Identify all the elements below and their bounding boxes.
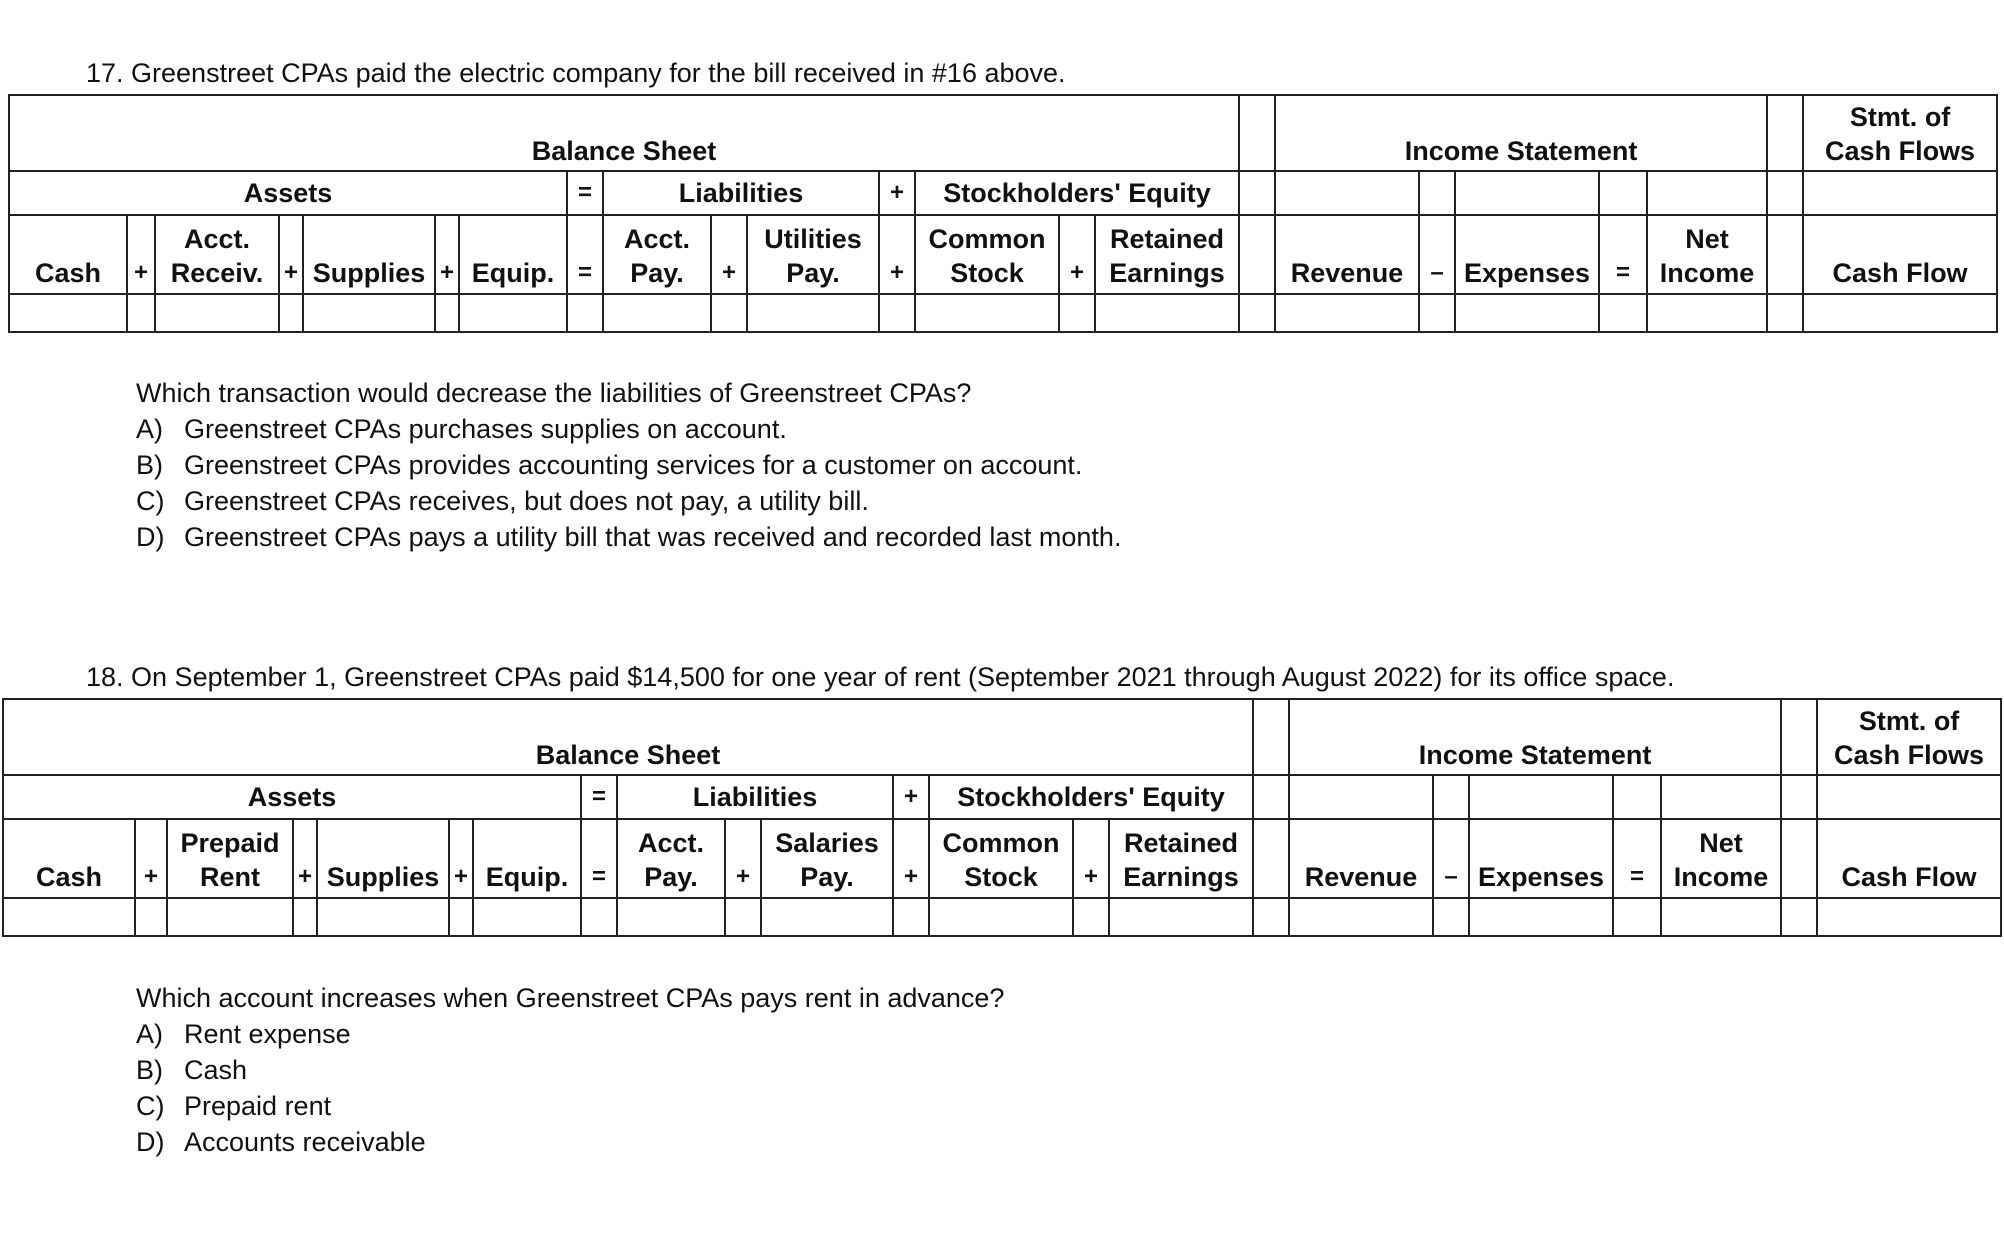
cash-flows-header: Stmt. of Cash Flows (1817, 699, 2001, 775)
entry-cell[interactable] (167, 898, 293, 936)
question-text: Which transaction would decrease the liabilities of Greenstreet CPAs? (136, 378, 972, 408)
entry-cell[interactable] (915, 294, 1059, 332)
entry-cell[interactable] (303, 294, 435, 332)
spacer-cell (1253, 775, 1289, 819)
q18-multiple-choice (136, 980, 1004, 1160)
entry-cell (293, 898, 317, 936)
blank-cell (1647, 171, 1767, 215)
q18-transaction-table (2, 698, 2002, 937)
spacer-cell (1781, 699, 1817, 775)
entry-cell[interactable] (1289, 898, 1433, 936)
equals-sign: = (567, 215, 603, 294)
blank-cell (1613, 775, 1661, 819)
equals-sign: = (567, 171, 603, 215)
blank-cell (1817, 775, 2001, 819)
entry-cell[interactable] (1647, 294, 1767, 332)
answer-option[interactable]: D) Greenstreet CPAs pays a utility bill that was received and recorded last month. (136, 522, 1122, 552)
entry-cell[interactable] (473, 898, 581, 936)
blank-cell (1455, 171, 1599, 215)
answer-option[interactable]: D) Accounts receivable (136, 1127, 426, 1157)
plus-sign: + (1059, 215, 1095, 294)
entry-cell (1059, 294, 1095, 332)
plus-sign: + (893, 775, 929, 819)
q17-multiple-choice (136, 375, 1121, 555)
plus-sign: + (127, 215, 155, 294)
entry-cell[interactable] (747, 294, 879, 332)
entry-cell[interactable] (1455, 294, 1599, 332)
entry-cell[interactable] (1661, 898, 1781, 936)
minus-sign: – (1433, 819, 1469, 898)
col-cash-flow: Cash Flow (1803, 215, 1997, 294)
spacer-cell (1239, 215, 1275, 294)
plus-sign: + (135, 819, 167, 898)
plus-sign: + (279, 215, 303, 294)
entry-cell (135, 898, 167, 936)
plus-sign: + (1073, 819, 1109, 898)
entry-cell (279, 294, 303, 332)
col-revenue: Revenue (1289, 819, 1433, 898)
col-cash: Cash (9, 215, 127, 294)
entry-cell (1433, 898, 1469, 936)
entry-cell (725, 898, 761, 936)
assets-header: Assets (3, 775, 581, 819)
liabilities-header: Liabilities (617, 775, 893, 819)
col-expenses: Expenses (1455, 215, 1599, 294)
plus-sign: + (293, 819, 317, 898)
entry-cell[interactable] (603, 294, 711, 332)
plus-sign: + (711, 215, 747, 294)
spacer-cell (1767, 215, 1803, 294)
entry-cell[interactable] (317, 898, 449, 936)
entry-cell[interactable] (9, 294, 127, 332)
income-statement-header: Income Statement (1289, 699, 1781, 775)
spacer-cell (1767, 294, 1803, 332)
col-supplies: Supplies (317, 819, 449, 898)
col-equipment: Equip. (473, 819, 581, 898)
col-equipment: Equip. (459, 215, 567, 294)
entry-cell[interactable] (761, 898, 893, 936)
entry-cell (435, 294, 459, 332)
col-retained-earnings: Retained Earnings (1095, 215, 1239, 294)
col-accounts-payable: Acct. Pay. (603, 215, 711, 294)
entry-cell (1599, 294, 1647, 332)
equals-sign: = (581, 819, 617, 898)
balance-sheet-header: Balance Sheet (9, 95, 1239, 171)
entry-cell[interactable] (929, 898, 1073, 936)
entry-cell[interactable] (617, 898, 725, 936)
entry-cell[interactable] (1817, 898, 2001, 936)
answer-option[interactable]: B) Greenstreet CPAs provides accounting services for a customer on account. (136, 450, 1083, 480)
col-supplies: Supplies (303, 215, 435, 294)
spacer-cell (1253, 898, 1289, 936)
spacer-cell (1253, 819, 1289, 898)
entry-cell (879, 294, 915, 332)
answer-option[interactable]: A) Rent expense (136, 1019, 351, 1049)
col-revenue: Revenue (1275, 215, 1419, 294)
col-accounts-receivable: Acct. Receiv. (155, 215, 279, 294)
spacer-cell (1767, 171, 1803, 215)
col-cash: Cash (3, 819, 135, 898)
col-expenses: Expenses (1469, 819, 1613, 898)
col-net-income: Net Income (1647, 215, 1767, 294)
equity-header: Stockholders' Equity (915, 171, 1239, 215)
answer-option[interactable]: A) Greenstreet CPAs purchases supplies on account. (136, 414, 787, 444)
col-common-stock: Common Stock (915, 215, 1059, 294)
entry-cell (893, 898, 929, 936)
blank-cell (1419, 171, 1455, 215)
entry-cell (1613, 898, 1661, 936)
spacer-cell (1239, 171, 1275, 215)
cash-flows-header: Stmt. of Cash Flows (1803, 95, 1997, 171)
balance-sheet-header: Balance Sheet (3, 699, 1253, 775)
answer-option[interactable]: C) Prepaid rent (136, 1091, 332, 1121)
col-utilities-payable: Utilities Pay. (747, 215, 879, 294)
entry-cell[interactable] (155, 294, 279, 332)
answer-option[interactable]: C) Greenstreet CPAs receives, but does not pay, a utility bill. (136, 486, 869, 516)
blank-cell (1433, 775, 1469, 819)
spacer-cell (1781, 775, 1817, 819)
col-cash-flow: Cash Flow (1817, 819, 2001, 898)
plus-sign: + (725, 819, 761, 898)
entry-cell[interactable] (1109, 898, 1253, 936)
col-salaries-payable: Salaries Pay. (761, 819, 893, 898)
minus-sign: – (1419, 215, 1455, 294)
blank-cell (1661, 775, 1781, 819)
entry-cell (127, 294, 155, 332)
col-accounts-payable: Acct. Pay. (617, 819, 725, 898)
q18-title: 18. On September 1, Greenstreet CPAs paid $14,500 for one year of rent (September 2021 through August 2022) for its office space. (86, 662, 1675, 692)
equals-sign: = (581, 775, 617, 819)
blank-cell (1469, 775, 1613, 819)
blank-cell (1289, 775, 1433, 819)
entry-cell (1419, 294, 1455, 332)
equals-sign: = (1599, 215, 1647, 294)
entry-cell[interactable] (1469, 898, 1613, 936)
entry-cell[interactable] (459, 294, 567, 332)
col-net-income: Net Income (1661, 819, 1781, 898)
entry-cell[interactable] (3, 898, 135, 936)
entry-cell (581, 898, 617, 936)
liabilities-header: Liabilities (603, 171, 879, 215)
plus-sign: + (879, 215, 915, 294)
col-common-stock: Common Stock (929, 819, 1073, 898)
entry-cell[interactable] (1095, 294, 1239, 332)
entry-cell (711, 294, 747, 332)
spacer-cell (1781, 898, 1817, 936)
question-text: Which account increases when Greenstreet CPAs pays rent in advance? (136, 983, 1005, 1013)
answer-option[interactable]: B) Cash (136, 1055, 248, 1085)
spacer-cell (1253, 699, 1289, 775)
plus-sign: + (893, 819, 929, 898)
entry-cell (449, 898, 473, 936)
q17-transaction-table (8, 94, 1998, 333)
entry-cell[interactable] (1275, 294, 1419, 332)
blank-cell (1599, 171, 1647, 215)
entry-cell (567, 294, 603, 332)
spacer-cell (1781, 819, 1817, 898)
plus-sign: + (449, 819, 473, 898)
income-statement-header: Income Statement (1275, 95, 1767, 171)
plus-sign: + (435, 215, 459, 294)
entry-cell (1073, 898, 1109, 936)
blank-cell (1275, 171, 1419, 215)
spacer-cell (1239, 294, 1275, 332)
col-prepaid-rent: Prepaid Rent (167, 819, 293, 898)
blank-cell (1803, 171, 1997, 215)
equals-sign: = (1613, 819, 1661, 898)
spacer-cell (1239, 95, 1275, 171)
col-retained-earnings: Retained Earnings (1109, 819, 1253, 898)
plus-sign: + (879, 171, 915, 215)
q17-title: 17. Greenstreet CPAs paid the electric company for the bill received in #16 above. (86, 58, 1066, 88)
entry-cell[interactable] (1803, 294, 1997, 332)
assets-header: Assets (9, 171, 567, 215)
equity-header: Stockholders' Equity (929, 775, 1253, 819)
entry-row (3, 898, 2001, 936)
spacer-cell (1767, 95, 1803, 171)
entry-row (9, 294, 1997, 332)
